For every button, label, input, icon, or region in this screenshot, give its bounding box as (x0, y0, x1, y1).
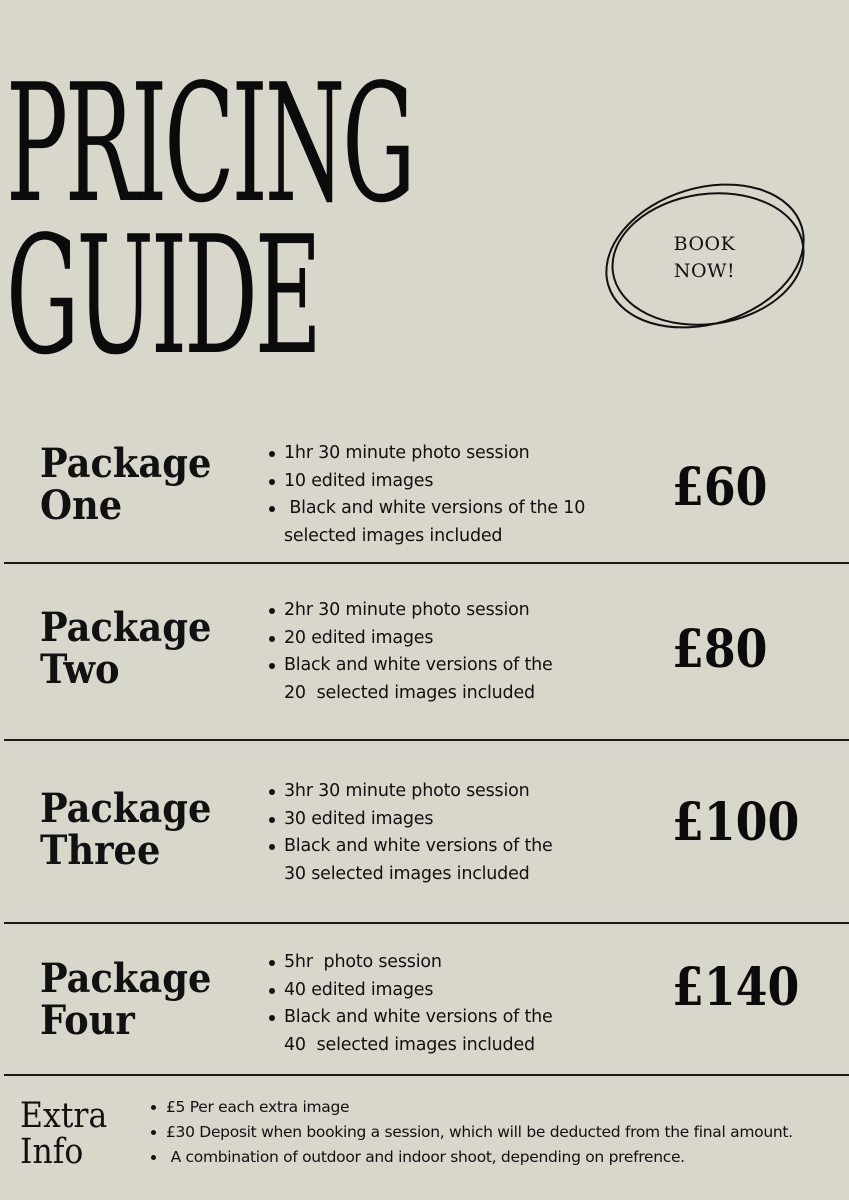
page-title-line1: PRICING (6, 48, 413, 239)
divider (4, 1074, 849, 1076)
book-now-badge[interactable] (602, 176, 814, 338)
package-price: £60 (672, 457, 768, 518)
feature-item: 1hr 30 minute photo session (267, 440, 585, 468)
package-price: £100 (672, 792, 800, 853)
extra-title-line1: Extra (20, 1096, 108, 1136)
package-price: £140 (672, 957, 800, 1018)
package-name-line2: Three (40, 827, 161, 874)
feature-list (267, 597, 553, 707)
badge-text-line1: BOOK (673, 233, 736, 255)
extra-info-item: £30 Deposit when booking a session, which will be deducted from the final amount. (148, 1120, 793, 1145)
bullet-icon (151, 1155, 156, 1160)
feature-item: 10 edited images (267, 468, 585, 496)
package-price: £80 (672, 619, 768, 680)
feature-item: Black and white versions of the 10 selected images included (267, 495, 585, 550)
bullet-icon (269, 479, 275, 485)
package-name-line1: Package (40, 785, 212, 832)
feature-list (267, 778, 553, 888)
package-name (40, 955, 212, 1044)
feature-item: 5hr photo session (267, 949, 553, 977)
bullet-icon (269, 1015, 275, 1021)
feature-list (267, 949, 553, 1059)
bullet-icon (269, 988, 275, 994)
bullet-icon (269, 817, 275, 823)
package-name-line2: Four (40, 997, 135, 1044)
bullet-icon (269, 506, 275, 512)
bullet-icon (269, 608, 275, 614)
bullet-icon (269, 451, 275, 457)
divider (4, 922, 849, 924)
feature-item: Black and white versions of the 30 selected images included (267, 833, 553, 888)
bullet-icon (269, 789, 275, 795)
feature-item: 3hr 30 minute photo session (267, 778, 553, 806)
bullet-icon (269, 636, 275, 642)
bullet-icon (151, 1130, 156, 1135)
package-name (40, 604, 212, 693)
feature-item: Black and white versions of the 40 selected images included (267, 1004, 553, 1059)
package-name (40, 785, 212, 874)
package-name (40, 440, 212, 529)
feature-list (267, 440, 585, 550)
feature-item: 40 edited images (267, 977, 553, 1005)
feature-item: 30 edited images (267, 806, 553, 834)
bullet-icon (269, 960, 275, 966)
page-title-line2: GUIDE (6, 200, 319, 391)
badge-text-line2: NOW! (673, 260, 736, 282)
extra-info-item: A combination of outdoor and indoor shoot, depending on prefrence. (148, 1145, 793, 1170)
divider (4, 562, 849, 564)
package-name-line1: Package (40, 440, 212, 487)
feature-item: 20 edited images (267, 625, 553, 653)
package-name-line1: Package (40, 955, 212, 1002)
package-name-line1: Package (40, 604, 212, 651)
extra-info-item: £5 Per each extra image (148, 1095, 793, 1120)
feature-item: 2hr 30 minute photo session (267, 597, 553, 625)
extra-title-line2: Info (20, 1132, 84, 1172)
bullet-icon (151, 1105, 156, 1110)
feature-item: Black and white versions of the 20 selected images included (267, 652, 553, 707)
extra-info-title (20, 1098, 107, 1170)
package-name-line2: Two (40, 646, 120, 693)
package-name-line2: One (40, 482, 123, 529)
extra-info-list (148, 1095, 793, 1170)
bullet-icon (269, 663, 275, 669)
divider (4, 739, 849, 741)
bullet-icon (269, 844, 275, 850)
